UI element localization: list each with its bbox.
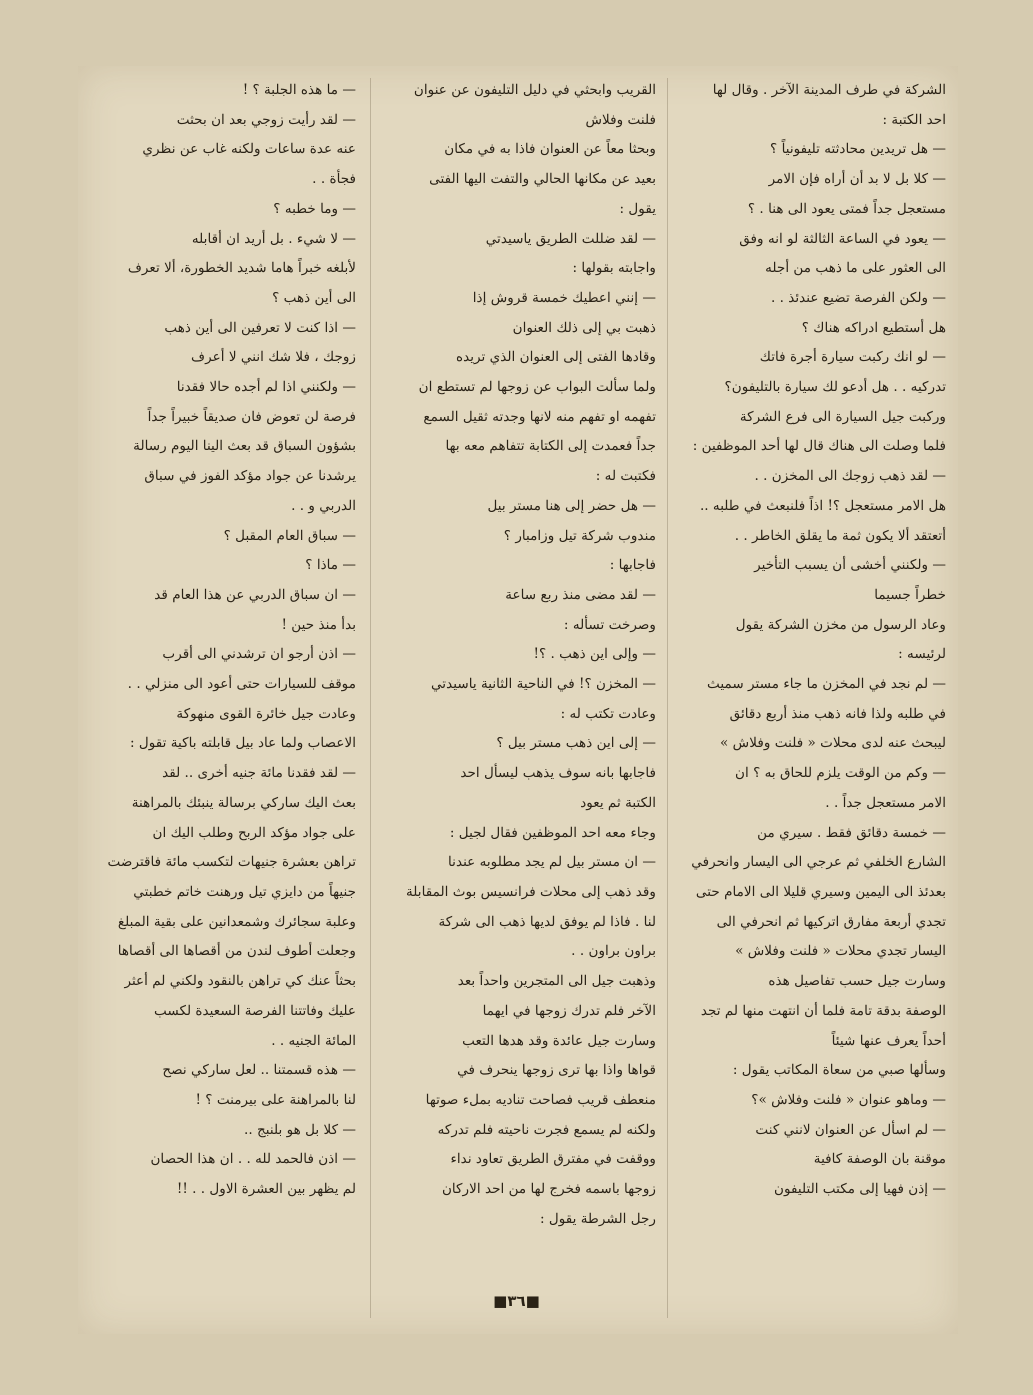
text-line: الدربي و . .: [291, 497, 356, 514]
text-line: — لم نجد في المخزن ما جاء مستر سميث: [707, 676, 946, 693]
text-line: يقول :: [619, 200, 656, 217]
text-line: الكتبة ثم يعود: [580, 794, 656, 811]
text-line: مستعجل جداً فمتى يعود الى هنا . ؟: [747, 200, 946, 217]
text-line: لأبلغه خبراً هاما شديد الخطورة، ألا تعرف: [127, 260, 356, 277]
text-line: بعدئذ الى اليمين وسيري قليلا الى الامام حتى: [695, 883, 946, 900]
page-number: ■٣٦■: [493, 1292, 540, 1310]
text-line: تجدي أربعة مفارق اتركيها ثم انحرفي الى: [716, 913, 946, 930]
column-divider: [667, 78, 668, 1318]
text-line: — ماذا ؟: [305, 557, 356, 574]
magazine-page: [78, 66, 958, 1334]
text-line: بشؤون السباق قد بعث الينا اليوم رسالة: [133, 438, 356, 455]
text-line: — يعود في الساعة الثالثة لو انه وفق: [739, 230, 946, 247]
text-line: — وإلى اين ذهب . ؟!: [533, 646, 656, 663]
text-line: المائة الجنيه . .: [271, 1032, 356, 1049]
text-line: مندوب شركة تيل وزامبار ؟: [503, 527, 656, 544]
text-line: عنه عدة ساعات ولكنه غاب عن نظري: [142, 141, 356, 158]
text-line: وجعلت أطوف لندن من أقصاها الى أقصاها: [117, 943, 356, 960]
text-line: يرشدنا عن جواد مؤكد الفوز في سباق: [144, 468, 356, 485]
text-line: ولما سألت البواب عن زوجها لم تستطع ان: [418, 379, 656, 396]
text-line: فرصة لن تعوض فان صديقاً خبيراً جداً: [147, 408, 356, 425]
text-column-middle: [382, 76, 656, 1312]
text-line: — إلى اين ذهب مستر بيل ؟: [496, 735, 656, 752]
text-line: الشارع الخلفي ثم عرجي الى اليسار وانحرفي: [691, 854, 946, 871]
text-line: — اذن فالحمد لله . . ان هذا الحصان: [150, 1151, 356, 1168]
text-line: فكتبت له :: [595, 468, 656, 485]
text-line: لم يظهر بين العشرة الاول . . !!: [176, 1181, 356, 1198]
text-line: وعلبة سجائرك وشمعدانين على بقية المبلغ: [117, 913, 356, 930]
text-line: براون براون . .: [571, 943, 656, 960]
text-line: أحداً يعرف عنها شيئاً: [831, 1032, 946, 1049]
text-line: جنيهاً من دايزي تيل ورهنت خاتم خطبتي: [133, 883, 356, 900]
text-line: لنا بالمراهنة على بيرمنت ؟ !: [195, 1091, 356, 1108]
text-line: وقد ذهب إلى محلات فرانسيس بوث المقابلة: [406, 883, 656, 900]
text-line: — وكم من الوقت يلزم للحاق به ؟ ان: [734, 765, 946, 782]
text-line: تدركيه . . هل أدعو لك سيارة بالتليفون؟: [724, 379, 946, 396]
text-line: — اذن أرجو ان ترشدني الى أقرب: [162, 646, 356, 663]
text-line: لرئيسه :: [898, 646, 946, 663]
text-line: — إنني اعطيك خمسة قروش إذا: [472, 289, 656, 306]
text-line: بحثاً عنك كي تراهن بالنقود ولكني لم أعثر: [124, 973, 356, 990]
text-line: في طلبه ولذا فانه ذهب منذ أربع دقائق: [729, 705, 946, 722]
text-line: زوجك ، فلا شك انني لا أعرف: [191, 349, 356, 366]
text-line: اليسار تجدي محلات « فلنت وفلاش »: [735, 943, 946, 960]
text-line: وعادت تكتب له :: [560, 705, 656, 722]
text-line: فلما وصلت الى هناك قال لها أحد الموظفين :: [692, 438, 946, 455]
text-line: فاجابها بانه سوف يذهب ليسأل احد: [460, 765, 656, 782]
text-line: جداً فعمدت إلى الكتابة تتفاهم معه بها: [445, 438, 656, 455]
text-line: — لو انك ركبت سيارة أجرة فاتك: [759, 349, 946, 366]
text-line: ليبحث عنه لدى محلات « فلنت وفلاش »: [720, 735, 946, 752]
text-line: — لقد مضى منذ ربع ساعة: [505, 586, 656, 603]
text-line: الى العثور على ما ذهب من أجله: [765, 260, 946, 277]
text-line: واجابته بقولها :: [572, 260, 656, 277]
text-line: بعيد عن مكانها الحالي والتفت اليها الفتى: [429, 171, 656, 188]
text-line: — كلا بل هو بلنبج ..: [244, 1121, 356, 1138]
text-line: الآخر فلم تدرك زوجها في ايهما: [482, 1002, 656, 1019]
text-line: وقادها الفتى إلى العنوان الذي تريده: [455, 349, 656, 366]
text-line: احد الكتبة :: [882, 111, 946, 128]
text-line: وسارت جيل حسب تفاصيل هذه: [768, 973, 946, 990]
text-line: الوصفة بدقة تامة فلما أن انتهت منها لم تجد: [700, 1002, 946, 1019]
text-line: تراهن بعشرة جنيهات لتكسب مائة فاقترضت: [107, 854, 356, 871]
text-line: — ان مستر بيل لم يجد مطلوبه عندنا: [448, 854, 656, 871]
text-line: — هل حضر إلى هنا مستر بيل: [487, 497, 656, 514]
text-line: وجاء معه احد الموظفين فقال لجيل :: [449, 824, 656, 841]
column-divider: [370, 78, 371, 1318]
text-line: — وما خطبه ؟: [273, 200, 356, 217]
text-line: الى أين ذهب ؟: [272, 289, 356, 306]
text-line: وسألها صبي من سعاة المكاتب يقول :: [732, 1062, 946, 1079]
text-line: ولكنه لم يسمع فجرت ناحيته فلم تدركه: [437, 1121, 656, 1138]
text-line: زوجها باسمه فخرج لها من احد الاركان: [441, 1181, 656, 1198]
text-line: — سباق العام المقبل ؟: [223, 527, 356, 544]
text-line: وسارت جيل عائدة وقد هدها التعب: [462, 1032, 656, 1049]
text-line: هل الامر مستعجل ؟! اذاً فلنبعث في طلبه ..: [699, 497, 946, 514]
text-line: وعادت جيل خائرة القوى منهوكة: [176, 705, 356, 722]
text-line: ووقفت في مفترق الطريق تعاود نداء: [450, 1151, 656, 1168]
text-line: وركبت جيل السيارة الى فرع الشركة: [739, 408, 946, 425]
text-line: تفهمه او تفهم منه لانها وجدته ثقيل السمع: [423, 408, 656, 425]
text-line: الامر مستعجل جداً . .: [825, 794, 946, 811]
text-line: — لم اسأل عن العنوان لانني كنت: [755, 1121, 946, 1138]
text-line: بعث اليك ساركي برسالة ينبئك بالمراهنة: [131, 794, 356, 811]
text-line: الشركة في طرف المدينة الآخر . وقال لها: [712, 82, 946, 98]
text-line: — ما هذه الجلبة ؟ !: [242, 82, 356, 98]
text-line: أتعتقد ألا يكون ثمة ما يقلق الخاطر . .: [734, 527, 946, 544]
text-line: — لقد ضللت الطريق ياسيدتي: [485, 230, 656, 247]
text-line: — ان سباق الدربي عن هذا العام قد: [154, 586, 356, 603]
text-line: — خمسة دقائق فقط . سيري من: [757, 824, 946, 841]
text-line: — هذه قسمتنا .. لعل ساركي نصح: [162, 1062, 356, 1079]
text-line: ذهبت بي إلى ذلك العنوان: [512, 319, 656, 336]
text-line: الاعصاب ولما عاد بيل قابلته باكية تقول :: [129, 735, 356, 752]
text-line: موقنة بان الوصفة كافية: [813, 1151, 946, 1168]
text-line: — لا شيء . بل أريد ان أقابله: [191, 230, 356, 247]
text-line: وصرخت تسأله :: [563, 616, 656, 633]
text-line: — هل تريدين محادثته تليفونياً ؟: [770, 141, 946, 158]
text-line: — وماهو عنوان « فلنت وفلاش »؟: [751, 1091, 946, 1108]
text-column-left: [82, 76, 356, 1312]
text-line: رجل الشرطة يقول :: [539, 1210, 656, 1227]
text-line: وبحثا معاً عن العنوان فاذا به في مكان: [444, 141, 656, 158]
text-line: — اذا كنت لا تعرفين الى أين ذهب: [164, 319, 356, 336]
text-line: منعطف قريب فصاحت تناديه بملء صوتها: [425, 1091, 656, 1108]
text-line: — إذن فهيا إلى مكتب التليفون: [773, 1181, 946, 1198]
text-line: فلنت وفلاش: [585, 111, 656, 128]
text-line: خطراً جسيما: [874, 586, 946, 603]
text-line: — كلا بل لا بد أن أراه فإن الامر: [768, 171, 946, 188]
text-line: هل أستطيع ادراكه هناك ؟: [801, 319, 946, 336]
text-line: — لقد ذهب زوجك الى المخزن . .: [754, 468, 946, 485]
text-line: لنا . فاذا لم يوفق لديها ذهب الى شركة: [438, 913, 656, 930]
text-column-right: [672, 76, 946, 1312]
text-line: وعاد الرسول من مخزن الشركة يقول: [735, 616, 946, 633]
text-line: على جواد مؤكد الربح وطلب اليك ان: [152, 824, 356, 841]
text-line: — ولكن الفرصة تضيع عندئذ . .: [770, 289, 946, 306]
text-line: — لقد فقدنا مائة جنيه أخرى .. لقد: [162, 765, 356, 782]
text-line: وذهبت جيل الى المتجرين واحداً بعد: [457, 973, 656, 990]
text-line: فجأة . .: [312, 171, 356, 188]
text-line: — ولكنني اذا لم أجده حالا فقدنا: [176, 379, 356, 396]
text-line: بدأ منذ حين !: [281, 616, 356, 633]
text-line: القريب وابحثي في دليل التليفون عن عنوان: [413, 82, 656, 98]
text-line: قواها واذا بها ترى زوجها ينحرف في: [457, 1062, 656, 1079]
text-line: عليك وفاتتنا الفرصة السعيدة لكسب: [153, 1002, 356, 1019]
text-line: — المخزن ؟! في الناحية الثانية ياسيدتي: [430, 676, 656, 693]
text-line: — لقد رأيت زوجي بعد ان بحثت: [176, 111, 356, 128]
text-line: موقف للسيارات حتى أعود الى منزلي . .: [127, 676, 356, 693]
text-line: — ولكنني أخشى أن يسبب التأخير: [754, 557, 946, 574]
text-line: فاجابها :: [609, 557, 656, 574]
